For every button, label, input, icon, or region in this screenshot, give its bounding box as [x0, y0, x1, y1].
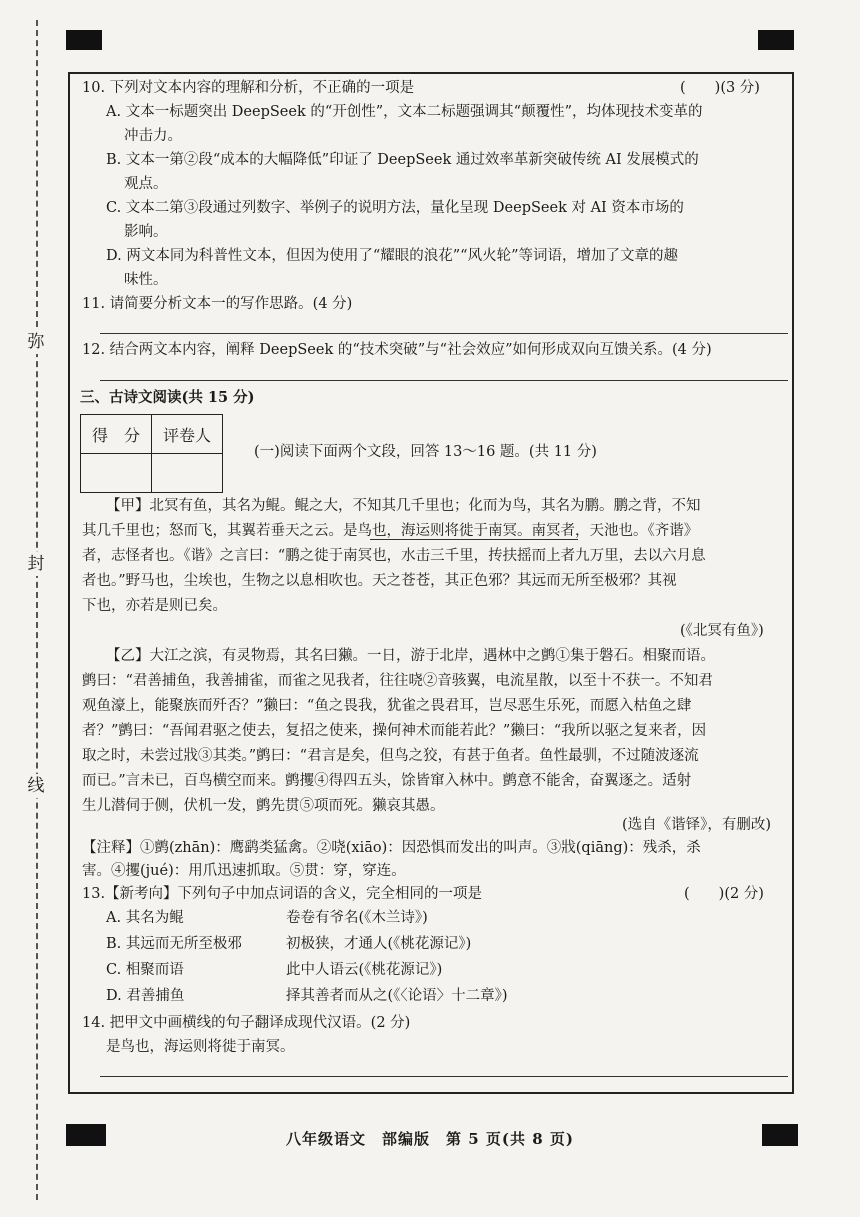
- passage-yi-line-1: 【乙】大江之滨，有灵物焉，其名曰獭。一日，游于北岸，遇林中之鹯①集于磐石。相聚而语。: [106, 648, 715, 664]
- passage-yi-line-4: 者？”鹯曰：“吾闻君驱之使去，复招之使来，操何神术而能若此？”獭曰：“我所以驱之复来者，因: [82, 723, 707, 739]
- q13-option-c-left: C. 相聚而语: [106, 962, 184, 978]
- q13-option-b-right: 初极狭，才通人(《桃花源记》): [286, 936, 472, 952]
- binding-char-1: 弥: [24, 330, 48, 354]
- q10-option-d-line2: 味性。: [124, 272, 168, 288]
- subsection-1-instruction: (一)阅读下面两个文段，回答 13～16 题。(共 11 分): [254, 444, 597, 460]
- page-footer: 八年级语文 部编版 第 5 页(共 8 页): [286, 1130, 574, 1148]
- passage-jia-line-4: 者也。”野马也，尘埃也，生物之以息相吹也。天之苍苍，其正色邪？其远而无所至极邪？其视: [82, 573, 677, 589]
- grader-cell: [152, 454, 223, 493]
- q11-stem: 11. 请简要分析文本一的写作思路。(4 分): [82, 296, 353, 312]
- passage-yi-line-6: 而已。”言未已，百鸟横空而来。鹯攫④得四五头，馀皆窜入林中。鹯意不能舍，奋翼逐之。适射: [82, 773, 692, 789]
- passage-jia-line-3: 者，志怪者也。《谐》之言曰：“鹏之徙于南冥也，水击三千里，抟扶摇而上者九万里，去以六月息: [82, 548, 706, 564]
- passage-jia-line-2: 其几千里也；怒而飞，其翼若垂天之云。是鸟也，海运则将徙于南冥。南冥者，天池也。《齐谐》: [82, 523, 699, 539]
- annotation-line-2: 害。④攫(jué)：用爪迅速抓取。⑤贯：穿，穿连。: [82, 863, 406, 879]
- q10-option-b-line2: 观点。: [124, 176, 168, 192]
- q12-answer-line: [100, 380, 788, 381]
- registration-mark-top-right: [758, 30, 794, 50]
- q10-option-b-line1: B. 文本一第②段“成本的大幅降低”印证了 DeepSeek 通过效率革新突破传统 AI 发展模式的: [106, 152, 699, 168]
- passage-yi-line-7: 生儿潜伺于侧，伏机一发，鹯先贯⑤项而死。獭哀其愚。: [82, 798, 445, 814]
- q10-option-a-line1: A. 文本一标题突出 DeepSeek 的“开创性”，文本二标题强调其“颠覆性”，均体现技术变革的: [106, 104, 703, 120]
- q10-option-c-line2: 影响。: [124, 224, 168, 240]
- q13-option-c-right: 此中人语云(《桃花源记》): [286, 962, 443, 978]
- passage-yi-line-3: 观鱼濠上，能聚族而歼否？”獭曰：“鱼之畏我，犹雀之畏君耳，岂尽恶生乐死，而愿入枯鱼之肆: [82, 698, 692, 714]
- passage-jia-line-1: 【甲】北冥有鱼，其名为鲲。鲲之大，不知其几千里也；化而为鸟，其名为鹏。鹏之背，不知: [106, 498, 701, 514]
- passage-jia-source: (《北冥有鱼》): [680, 623, 764, 639]
- q11-answer-line: [100, 333, 788, 334]
- q10-option-a-line2: 冲击力。: [124, 128, 182, 144]
- q10-option-d-line1: D. 两文本同为科普性文本，但因为使用了“耀眼的浪花”“风火轮”等词语，增加了文章的趣: [106, 248, 678, 264]
- annotation-line-1: 【注释】①鹯(zhān)：鹰鹞类猛禽。②哓(xiāo)：因恐惧而发出的叫声。③戕(qiāng)：残杀，杀: [82, 840, 701, 856]
- q13-stem: 13.【新考向】下列句子中加点词语的含义，完全相同的一项是: [82, 886, 483, 902]
- q10-option-c-line1: C. 文本二第③段通过列数字、举例子的说明方法，量化呈现 DeepSeek 对 AI 资本市场的: [106, 200, 684, 216]
- score-header: 得 分: [81, 415, 152, 454]
- q10-stem: 10. 下列对文本内容的理解和分析，不正确的一项是: [82, 80, 415, 96]
- binding-char-3: 线: [24, 774, 48, 798]
- q10-answer-bracket: ( )(3 分): [680, 80, 760, 96]
- q13-option-a-left: A. 其名为鲲: [106, 910, 184, 926]
- binding-char-2: 封: [24, 552, 48, 576]
- score-cell: [81, 454, 152, 493]
- passage-yi-line-5: 取之时，未尝过戕③其类。”鹯曰：“君言是矣，但鸟之狡，有甚于鱼者。鱼性最驯，不过随波逐流: [82, 748, 699, 764]
- section-3-heading: 三、古诗文阅读(共 15 分): [80, 389, 255, 406]
- q13-answer-bracket: ( )(2 分): [684, 886, 764, 902]
- q14-stem: 14. 把甲文中画横线的句子翻译成现代汉语。(2 分): [82, 1015, 411, 1031]
- q13-option-d-right: 择其善者而从之(《〈论语〉十二章》): [286, 988, 508, 1004]
- binding-dashed-line: [36, 20, 38, 1200]
- score-table: [80, 414, 223, 493]
- q13-option-b-left: B. 其远而无所至极邪: [106, 936, 242, 952]
- q13-option-d-left: D. 君善捕鱼: [106, 988, 185, 1004]
- passage-yi-source: (选自《谐铎》，有删改): [622, 817, 772, 833]
- q12-stem: 12. 结合两文本内容，阐释 DeepSeek 的“技术突破”与“社会效应”如何形成双向互馈关系。(4 分): [82, 342, 712, 358]
- q13-option-a-right: 卷卷有爷名(《木兰诗》): [286, 910, 428, 926]
- grader-header: 评卷人: [152, 415, 223, 454]
- q14-sentence: 是鸟也，海运则将徙于南冥。: [106, 1039, 295, 1055]
- passage-yi-line-2: 鹯曰：“君善捕鱼，我善捕雀，而雀之见我者，往往哓②音骇翼，电流星散，以至十不获一。不知君: [82, 673, 713, 689]
- registration-mark-top-left: [66, 30, 102, 50]
- underlined-sentence-mark: [370, 539, 578, 540]
- q14-answer-line: [100, 1076, 788, 1077]
- passage-jia-line-5: 下也，亦若是则已矣。: [82, 598, 227, 614]
